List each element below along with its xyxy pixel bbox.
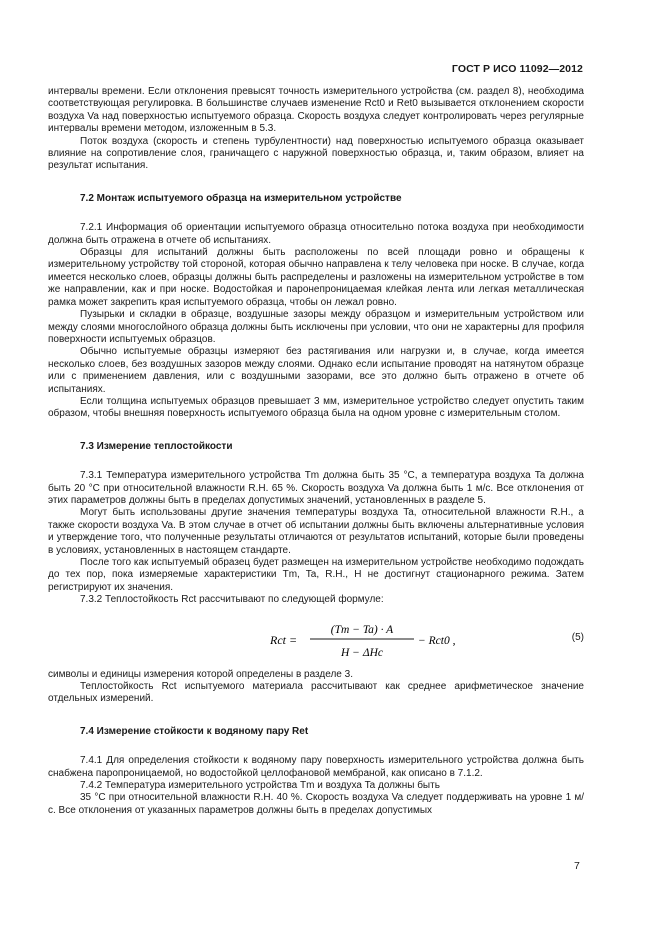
paragraph: 7.3.2 Теплостойкость Rct рассчитывают по следующей формуле: [80, 594, 384, 606]
paragraph: Образцы для испытаний должны быть расположены по всей площади ровно и обращены к измерительному устройству той стороной, которая обычно направлена к телу человека при носке. В случае, когда имеется несколько слоев, образцы должны быть распределены и разложены на измерительном устройстве в том же направлении, как и при носке. Водостойкая и паронепроницаемая клейкая лента или легкая металлическая рамка может закрепить края испытуемого образца, чтобы он лежал ровно. [48, 247, 584, 308]
body-text [48, 86, 584, 817]
paragraph: 7.3.1 Температура измерительного устройства Tm должна быть 35 °C, а температура воздуха Ta должна быть 20 °C при относительной влажности R.H. 65 %. Скорость воздуха Va должна быть 1 м/с. Все отклонения от этих параметров должны быть в пределах допустимых значений, установленных в разделе 5. [48, 470, 584, 506]
paragraph: 7.2.1 Информация об ориентации испытуемого образца относительно потока воздуха при необходимости должна быть отражена в отчете об испытаниях. [48, 222, 584, 246]
section-heading-7-3: 7.3 Измерение теплостойкости [80, 440, 233, 452]
formula-tail: − Rct0 , [418, 634, 456, 647]
paragraph: Обычно испытуемые образцы измеряют без растягивания или нагрузки и, в случае, когда имеется несколько слоев, без воздушных зазоров между слоями. Однако если испытание проводят на натянутом образце или с применением давления, или с воздушными зазорами, все это должно быть отражено в отчете об испытаниях. [48, 346, 584, 395]
paragraph: 7.4.2 Температура измерительного устройства Tm и воздуха Ta должны быть [80, 780, 440, 792]
paragraph: Теплостойкость Rct испытуемого материала рассчитывают как среднее арифметическое значение отдельных измерений. [48, 681, 584, 705]
section-heading-7-4: 7.4 Измерение стойкости к водяному пару Ret [80, 725, 309, 737]
paragraph: интервалы времени. Если отклонения превысят точность измерительного устройства (см. раздел 8), необходима соответствующая регулировка. В большинстве случаев изменение Rct0 и Ret0 вызывается отклонением скорости воздуха Va над поверхностью испытуемого образца. Скорость воздуха следует контролировать через регулярные интервалы времени методом, изложенным в 5.3. [48, 86, 584, 135]
formula-graphic [270, 615, 470, 667]
paragraph: Если толщина испытуемых образцов превышает 3 мм, измерительное устройство следует опустить таким образом, чтобы внешняя поверхность испытуемого образца была на одном уровне с измерительным столом. [48, 395, 584, 420]
paragraph: 7.4.1 Для определения стойкости к водяному пару поверхность измерительного устройства должна быть снабжена паропроницаемой, но водостойкой целлофановой мембраной, как описано в 7.1.2. [48, 755, 584, 779]
document-header: ГОСТ Р ИСО 11092—2012 [451, 63, 583, 75]
formula-lhs: Rct = [270, 632, 298, 647]
paragraph: 35 °C при относительной влажности R.H. 40 %. Скорость воздуха Va следует поддерживать на уровне 1 м/с. Все отклонения от указанных параметров должны быть в пределах допустимых [48, 792, 584, 816]
page-number: 7 [574, 860, 580, 872]
paragraph: Пузырьки и складки в образце, воздушные зазоры между образцом и измерительным устройством или между слоями многослойного образца должны быть исключены при условии, что они не характерны для профиля поверхности испытуемых образцов. [48, 309, 584, 345]
paragraph: символы и единицы измерения которой определены в разделе 3. [48, 668, 353, 680]
equation-number: (5) [571, 631, 584, 643]
paragraph: Могут быть использованы другие значения температуры воздуха Ta, относительной влажности R.H., а также скорости воздуха Va. В этом случае в отчет об испытании должны быть включены альтернативные условия и утверждение того, что полученные результаты отличаются от результатов испытаний, которые были проведены в условиях, установленных в настоящем стандарте. [48, 507, 584, 556]
paragraph: Поток воздуха (скорость и степень турбулентности) над поверхностью испытуемого образца оказывает влияние на сопротивление слоя, граничащего с наружной поверхностью образца, и, таким образом, влияет на результат испытания. [48, 135, 584, 172]
section-heading-7-2: 7.2 Монтаж испытуемого образца на измерительном устройстве [80, 192, 402, 204]
formula-denominator: H − ΔHc [341, 646, 383, 659]
formula-5 [48, 611, 584, 669]
formula-numerator: (Tm − Ta) · A [330, 623, 394, 636]
paragraph: После того как испытуемый образец будет размещен на измерительном устройстве необходимо подождать до тех пор, пока измеряемые характеристики Tm, Ta, R.H., H не достигнут стационарного режима. Затем регистрируют их значения. [48, 557, 584, 593]
